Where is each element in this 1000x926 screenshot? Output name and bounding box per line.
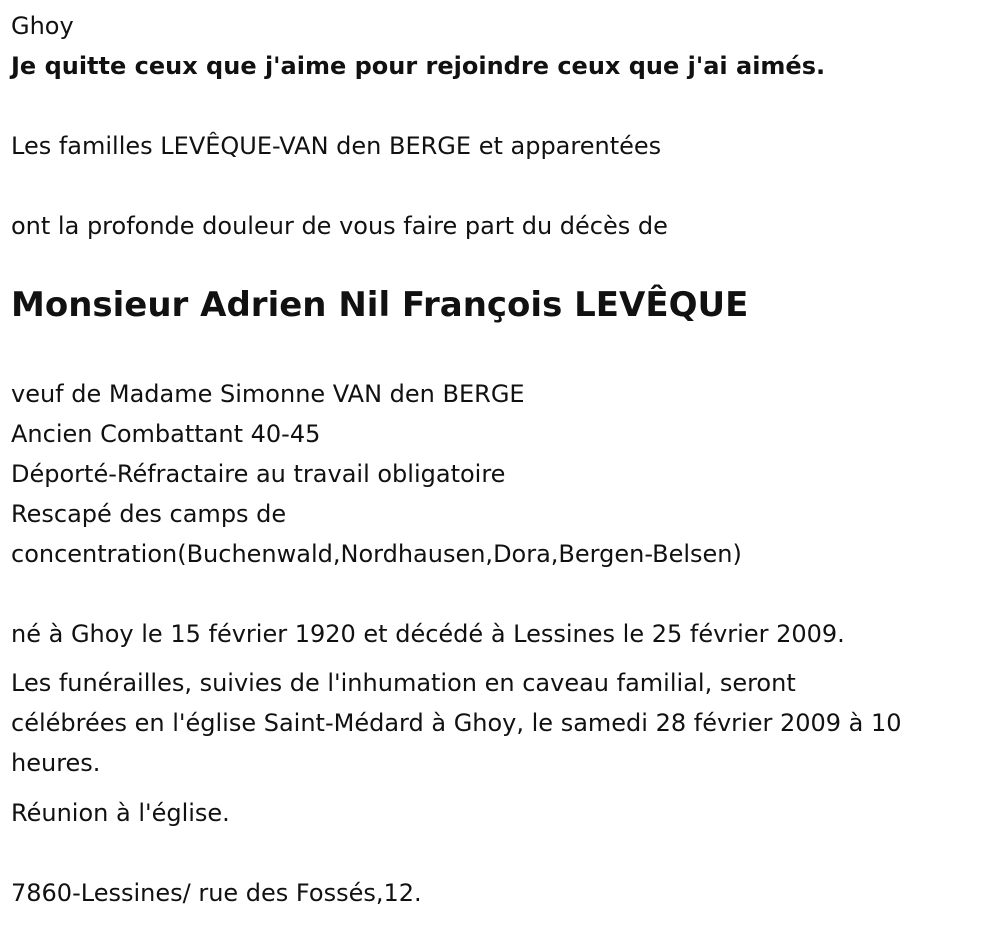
deceased-name: Monsieur Adrien Nil François LEVÊQUE: [11, 285, 749, 325]
detail-deportee: Déporté-Réfractaire au travail obligatoire: [11, 460, 506, 488]
birth-death: né à Ghoy le 15 février 1920 et décédé à Lessines le 25 février 2009.: [11, 620, 845, 648]
detail-camps-list: concentration(Buchenwald,Nordhausen,Dora,Bergen-Belsen): [11, 540, 742, 568]
funeral-line-2: célébrées en l'église Saint-Médard à Ghoy, le samedi 28 février 2009 à 10: [11, 709, 902, 737]
motto: Je quitte ceux que j'aime pour rejoindre ceux que j'ai aimés.: [11, 52, 826, 80]
detail-widower: veuf de Madame Simonne VAN den BERGE: [11, 380, 525, 408]
detail-camps: Rescapé des camps de: [11, 500, 287, 528]
funeral-line-3: heures.: [11, 749, 101, 777]
announcement-intro: ont la profonde douleur de vous faire part du décès de: [11, 212, 668, 240]
detail-veteran: Ancien Combattant 40-45: [11, 420, 321, 448]
families: Les familles LEVÊQUE-VAN den BERGE et apparentées: [11, 132, 662, 160]
gathering: Réunion à l'église.: [11, 799, 230, 827]
address: 7860-Lessines/ rue des Fossés,12.: [11, 879, 422, 907]
location: Ghoy: [11, 12, 74, 40]
funeral-line-1: Les funérailles, suivies de l'inhumation en caveau familial, seront: [11, 669, 796, 697]
